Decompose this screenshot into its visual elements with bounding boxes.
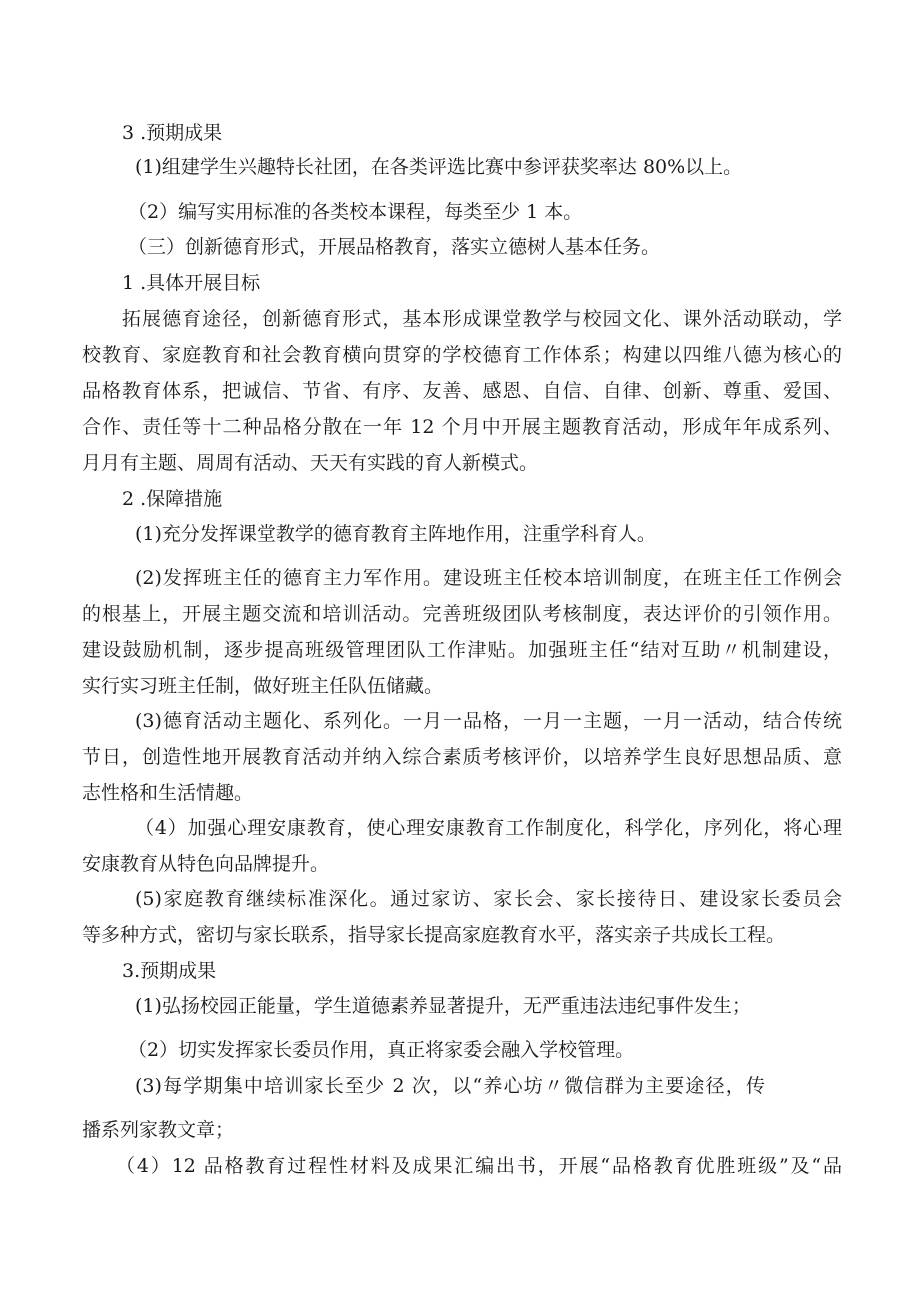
results-item-2: （2）切实发挥家长委员作用，真正将家委会融入学校管理。 xyxy=(128,1039,635,1061)
goals-paragraph-line: 合作、责任等十二种品格分散在一年 12 个月中开展主题教育活动，形成年年成系列、 xyxy=(82,416,842,438)
measure-2-line: 实行实习班主任制，做好班主任队伍储藏。 xyxy=(82,675,444,697)
goals-paragraph-line: 品格教育体系，把诚信、节省、有序、友善、感恩、自信、自律、创新、尊重、爱国、 xyxy=(82,380,842,402)
measure-2-line: 的根基上，开展主题交流和培训活动。完善班级团队考核制度，表达评价的引领作用。 xyxy=(82,603,842,625)
section-three-heading: （三）创新德育形式，开展品格教育，落实立德树人基本任务。 xyxy=(128,236,661,258)
results-heading: 3.预期成果 xyxy=(122,960,217,982)
measure-4-line: 安康教育从特色向品牌提升。 xyxy=(82,853,330,875)
measure-5-line: (5)家庭教育继续标准深化。通过家访、家长会、家长接待日、建设家长委员会 xyxy=(135,888,842,910)
results-item-4: （4）12 品格教育过程性材料及成果汇编出书，开展“品格教育优胜班级”及“品 xyxy=(116,1155,842,1177)
goals-paragraph-line: 月月有主题、周周有活动、天天有实践的育人新模式。 xyxy=(82,452,539,474)
goals-paragraph-line: 拓展德育途径，创新德育形式，基本形成课堂教学与校园文化、课外活动联动，学 xyxy=(122,308,842,330)
measures-heading: 2 .保障措施 xyxy=(122,488,223,510)
measure-5-line: 等多种方式，密切与家长联系，指导家长提高家庭教育水平，落实亲子共成长工程。 xyxy=(82,924,786,946)
result-item-1: (1)组建学生兴趣特长社团，在各类评选比赛中参评获奖率达 80%以上。 xyxy=(135,156,743,178)
results-item-3-line: (3)每学期集中培训家长至少 2 次，以“养心坊〃微信群为主要途径，传 xyxy=(135,1075,765,1097)
result-item-2: （2）编写实用标准的各类校本课程，每类至少 1 本。 xyxy=(128,201,583,223)
results-item-3-line: 播系列家教文章； xyxy=(82,1119,235,1141)
measure-2-line: 建设鼓励机制，逐步提高班级管理团队工作津贴。加强班主任“结对互助〃机制建设， xyxy=(82,639,842,661)
section-heading-expected-results: 3 .预期成果 xyxy=(122,122,223,144)
measure-3-line: 节日，创造性地开展教育活动并纳入综合素质考核评价，以培养学生良好思想品质、意 xyxy=(82,746,842,768)
measure-item-1: (1)充分发挥课堂教学的德育教育主阵地作用，注重学科育人。 xyxy=(135,523,656,545)
goals-heading: 1 .具体开展目标 xyxy=(122,272,261,294)
goals-paragraph-line: 校教育、家庭教育和社会教育横向贯穿的学校德育工作体系；构建以四维八德为核心的 xyxy=(82,344,842,366)
measure-3-line: (3)德育活动主题化、系列化。一月一品格，一月一主题，一月一活动，结合传统 xyxy=(135,710,842,732)
measure-2-line: (2)发挥班主任的德育主力军作用。建设班主任校本培训制度，在班主任工作例会 xyxy=(135,567,842,589)
measure-4-line: （4）加强心理安康教育，使心理安康教育工作制度化，科学化，序列化，将心理 xyxy=(135,817,842,839)
measure-3-line: 志性格和生活情趣。 xyxy=(82,782,254,804)
results-item-1: (1)弘扬校园正能量，学生道德素养显著提升，无严重违法违纪事件发生； xyxy=(135,995,751,1017)
